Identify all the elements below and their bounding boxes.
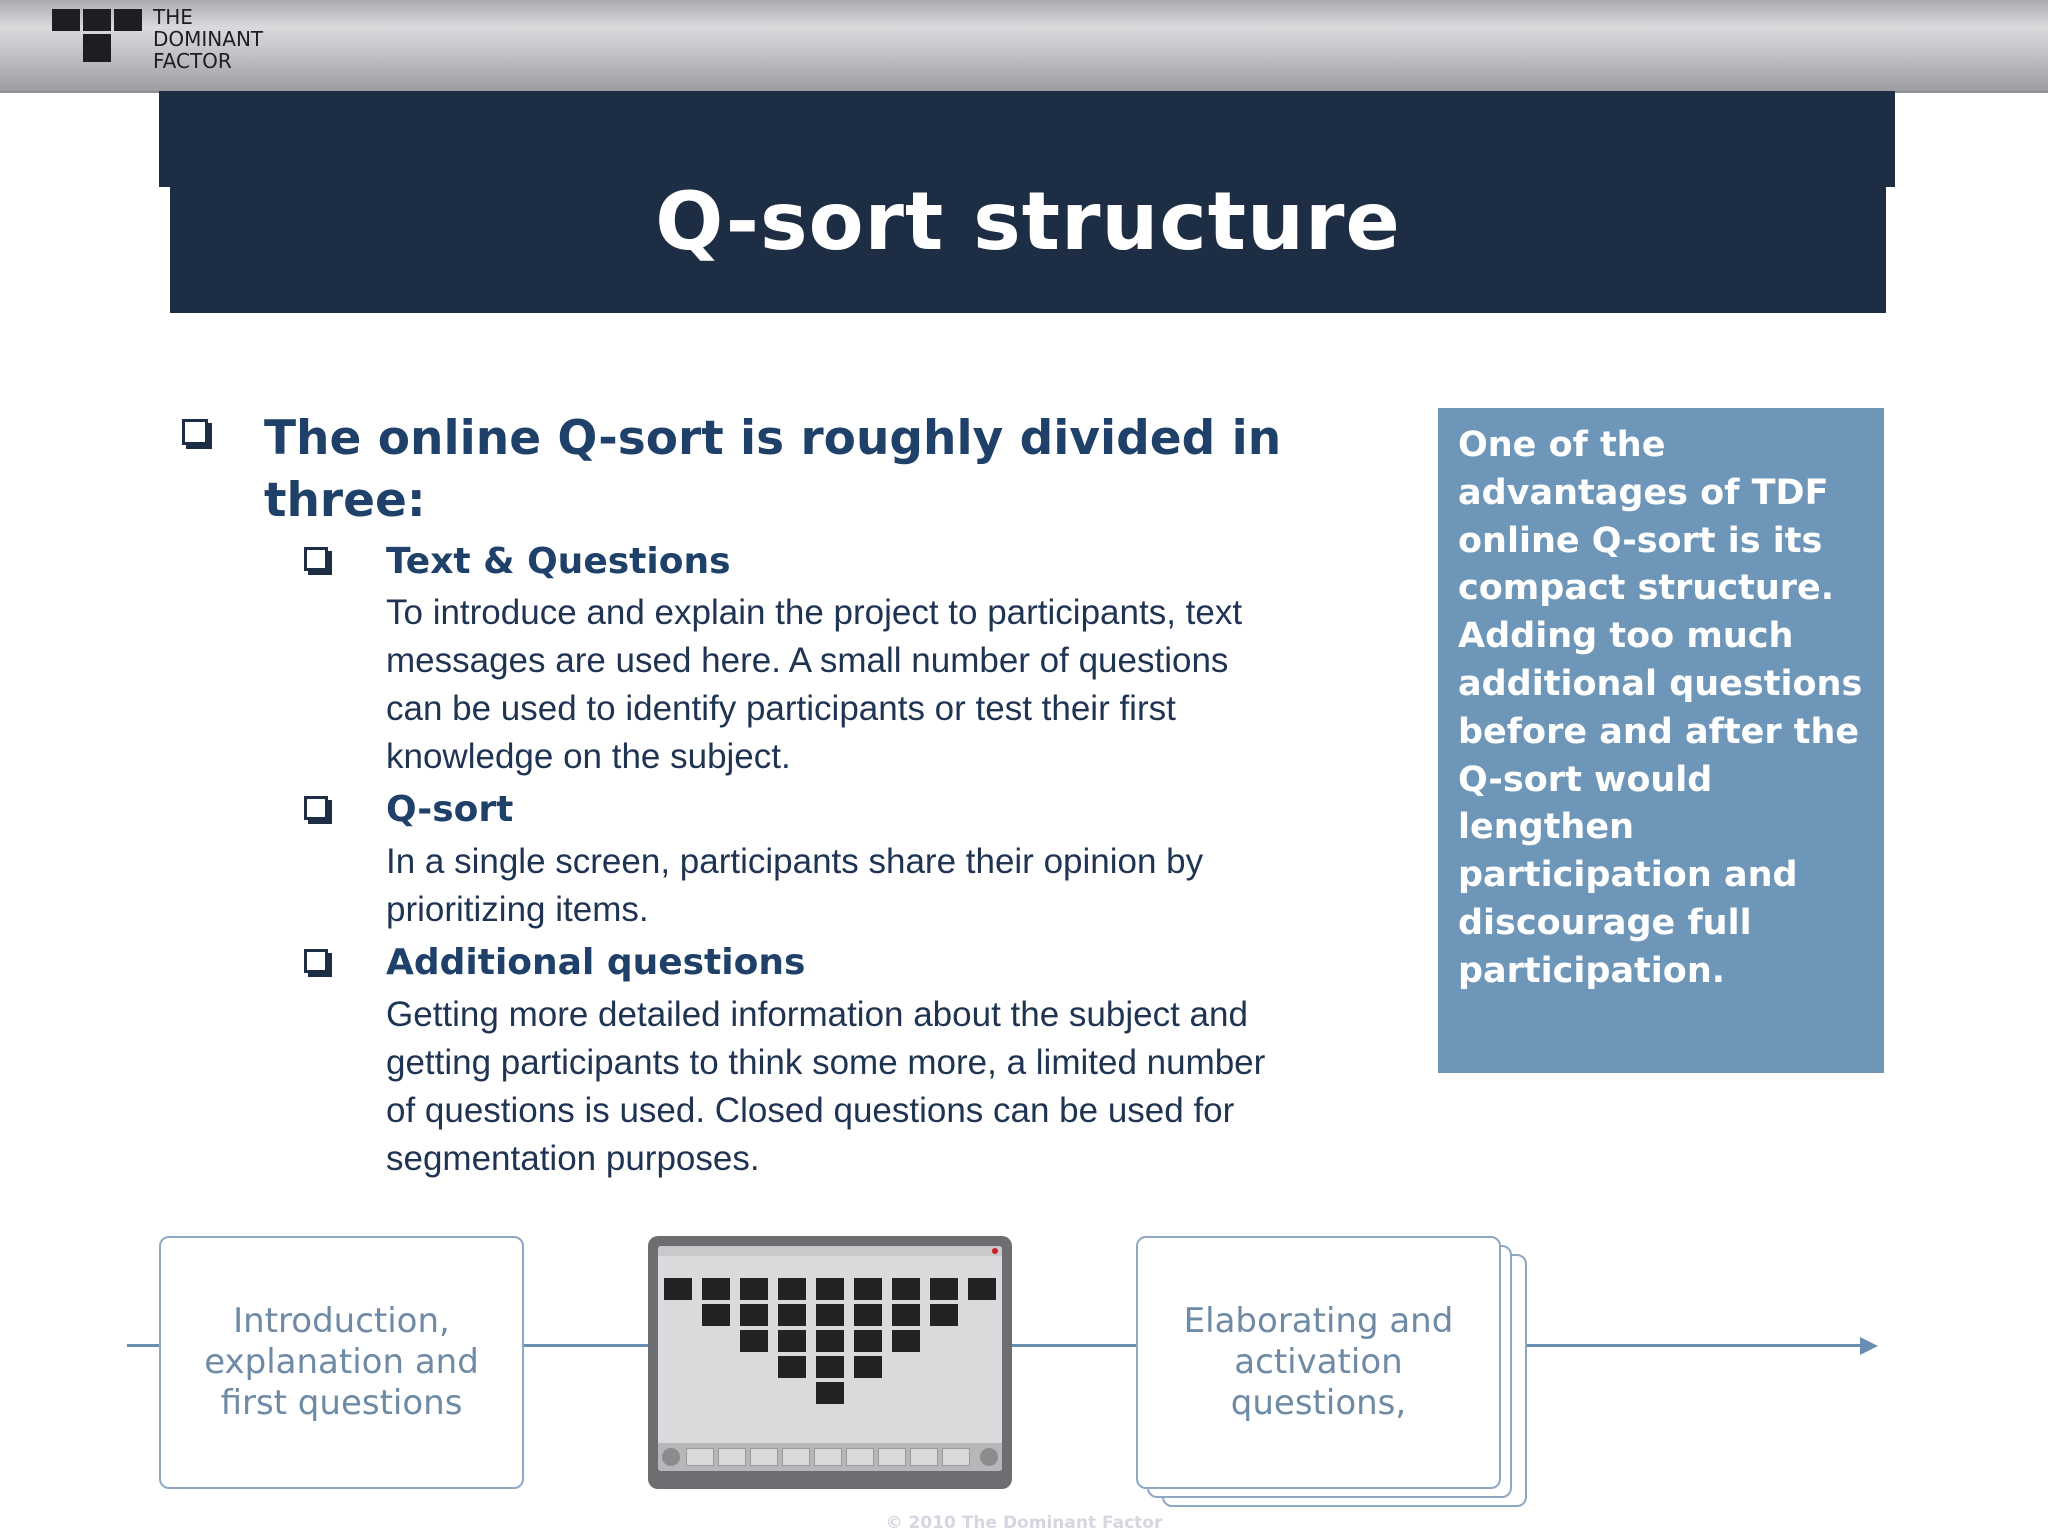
logo-line-2: DOMINANT bbox=[153, 27, 264, 51]
section-body-q-sort: In a single screen, participants share their opinion by prioritizing items. bbox=[386, 842, 1204, 929]
checkbox-bullet-icon bbox=[304, 547, 328, 571]
section-body-text-questions: To introduce and explain the project to participants, text messages are used here. A small number of questions can be used to identify participants or test their first knowledge on the subject. bbox=[386, 593, 1243, 776]
section-heading-text-questions: Text & Questions bbox=[386, 541, 731, 582]
q-sort-screen-tray bbox=[658, 1443, 1002, 1471]
logo-line-3: FACTOR bbox=[153, 49, 232, 73]
callout-box bbox=[1438, 408, 1884, 1073]
section-body-additional-questions: Getting more detailed information about the subject and getting participants to think some more, a limited number of questions is used. Closed questions can be used for segmentation purposes. bbox=[386, 995, 1266, 1178]
checkbox-bullet-icon bbox=[182, 419, 208, 445]
checkbox-bullet-icon bbox=[304, 949, 328, 973]
main-bullet-text: The online Q-sort is roughly divided in three: bbox=[264, 411, 1282, 528]
q-sort-screen-thumbnail bbox=[648, 1236, 1012, 1489]
q-sort-screen bbox=[658, 1246, 1002, 1471]
flow-box-elaborating-label: Elaborating and activation questions, bbox=[1183, 1301, 1454, 1423]
copyright-footer: © 2010 The Dominant Factor bbox=[885, 1513, 1163, 1533]
top-bar bbox=[0, 0, 2048, 93]
close-icon bbox=[992, 1248, 998, 1254]
arrow-right-icon bbox=[1860, 1337, 1878, 1355]
logo-text bbox=[153, 6, 263, 72]
flow-box-elaborating bbox=[1136, 1236, 1501, 1489]
section-heading-q-sort: Q-sort bbox=[386, 789, 514, 830]
flow-box-introduction bbox=[159, 1236, 524, 1489]
logo-mark-icon bbox=[52, 9, 142, 69]
page-title: Q-sort structure bbox=[655, 175, 1401, 268]
q-sort-screen-topbar bbox=[658, 1246, 1002, 1256]
flow-box-introduction-label: Introduction, explanation and first questions bbox=[204, 1301, 479, 1423]
title-banner bbox=[170, 91, 1886, 313]
section-heading-additional-questions: Additional questions bbox=[386, 942, 806, 983]
checkbox-bullet-icon bbox=[304, 796, 328, 820]
callout-text: One of the advantages of TDF online Q-sort is its compact structure. Adding too much additional questions before and after the Q-sort would lengthen participation and discourage full participation. bbox=[1458, 425, 1863, 991]
logo-line-1: THE bbox=[153, 5, 193, 29]
